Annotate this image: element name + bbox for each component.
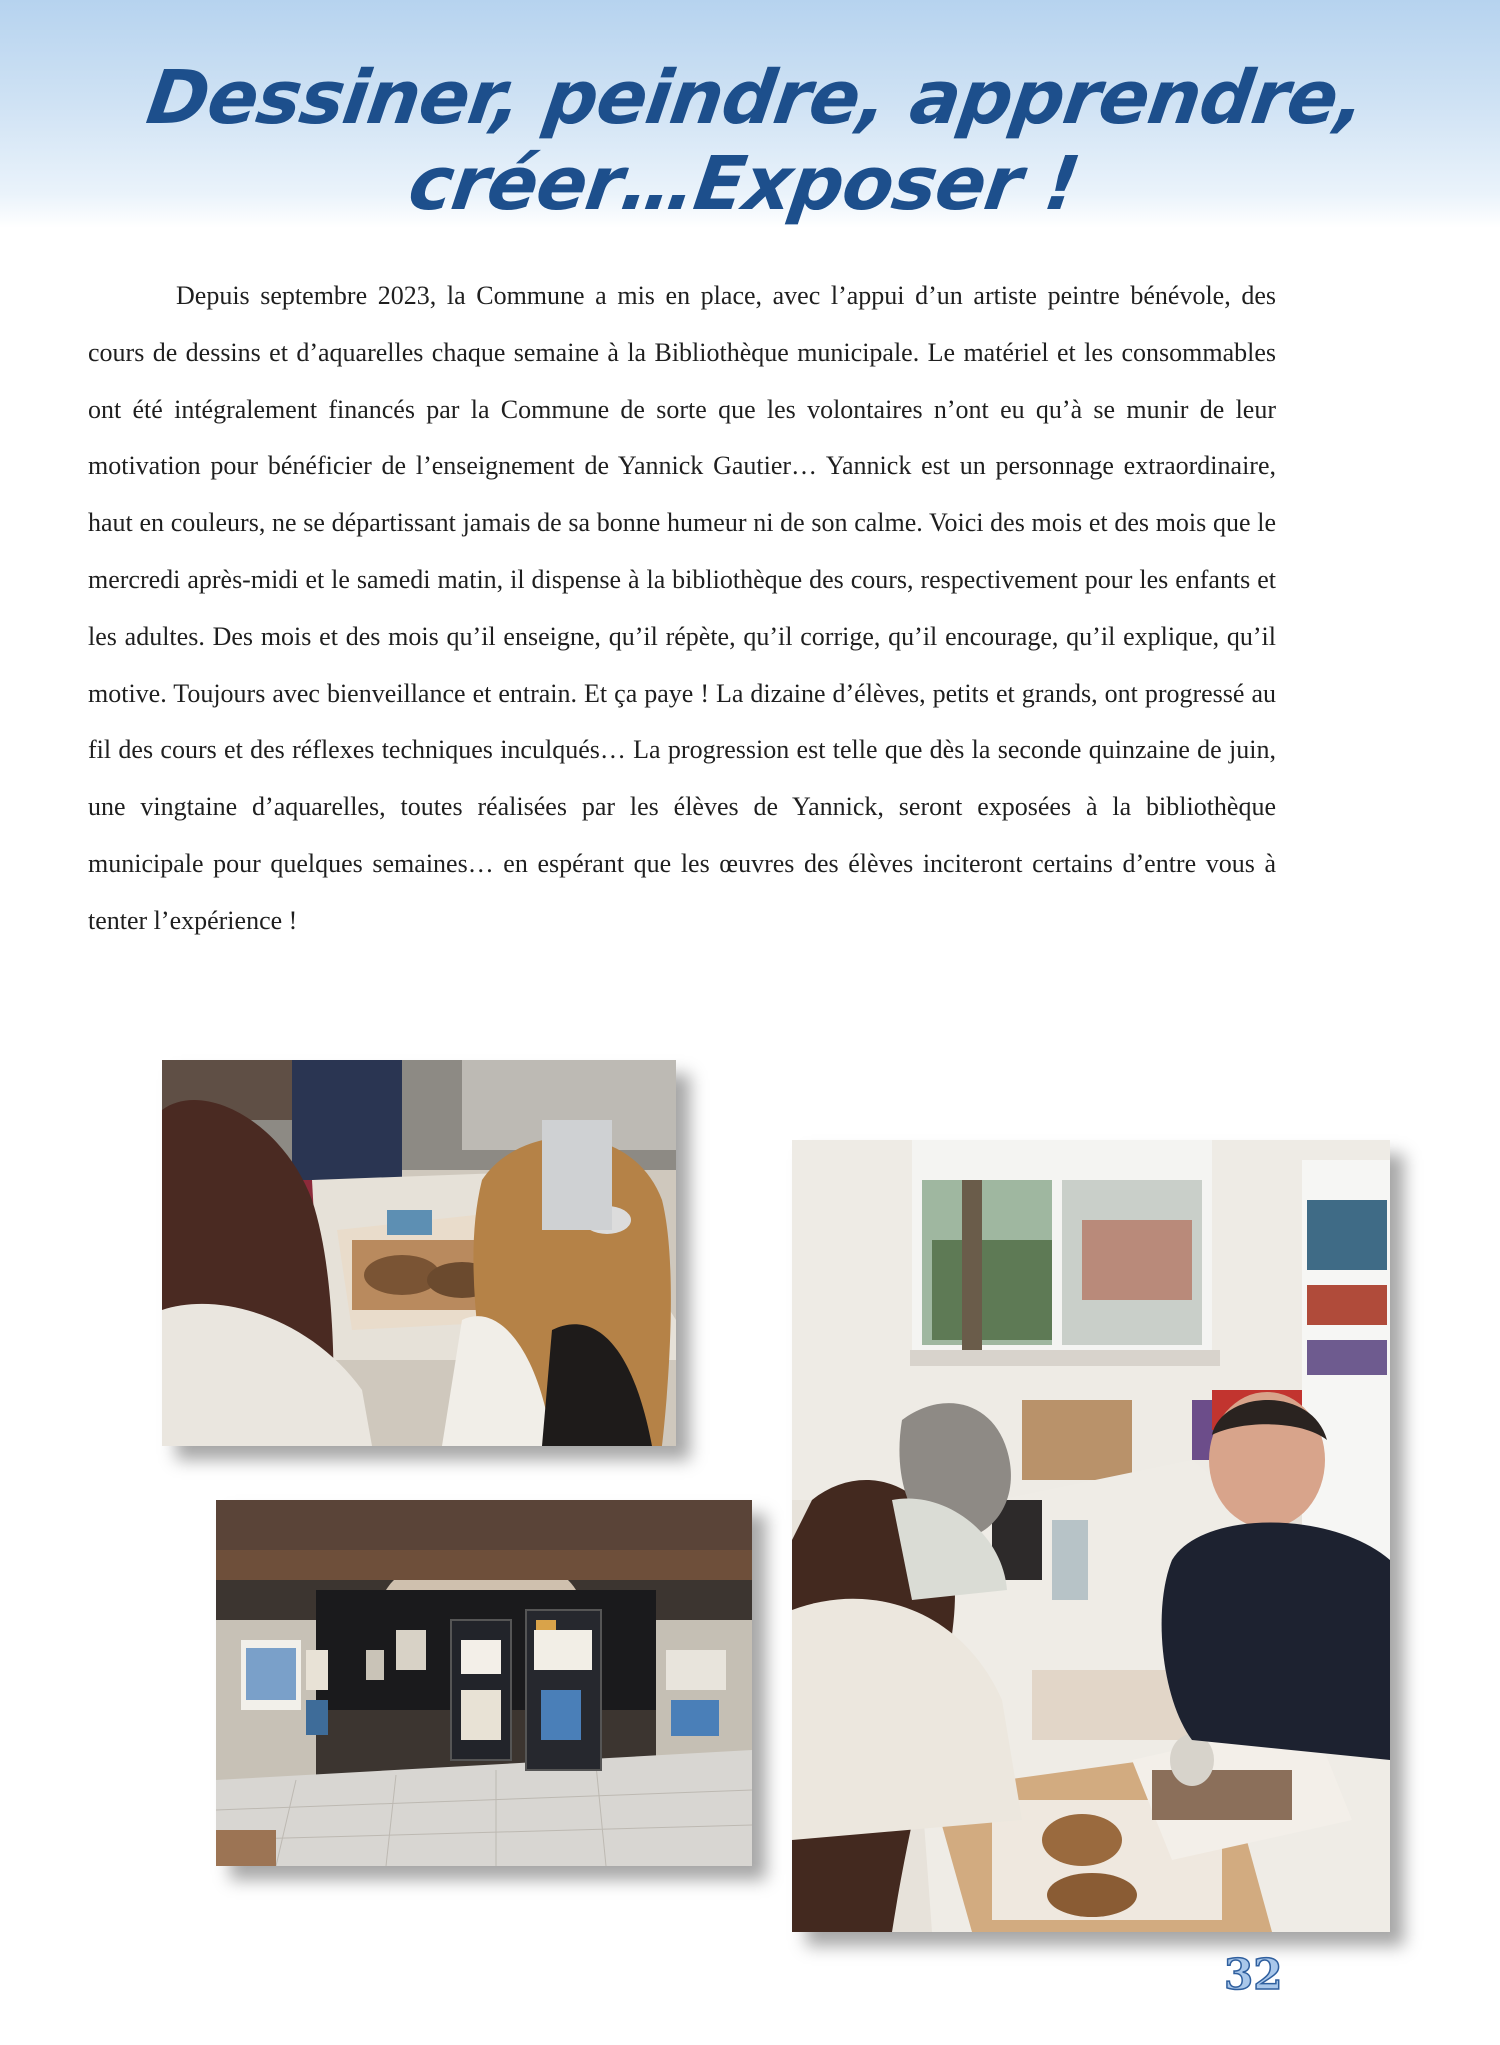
photo-adult-class	[792, 1140, 1390, 1932]
page-number: 32	[1224, 1950, 1283, 1999]
photo-children-painting	[162, 1060, 676, 1446]
article-body: Depuis septembre 2023, la Commune a mis en place, avec l’appui d’un artiste peintre bénévole, des cours de dessins et d’aquarelles chaque semaine à la Bibliothèque municipale. Le matériel et les consommables ont été intégralement financés par la Commune de sorte que les volontaires n’ont eu qu’à se munir de leur motivation pour bénéficier de l’enseignement de Yannick Gautier… Yannick est un personnage extraordinaire, haut en couleurs, ne se départissant jamais de sa bonne humeur ni de son calme. Voici des mois et des mois que le mercredi après-midi et le samedi matin, il dispense à la bibliothèque des cours, respectivement pour les enfants et les adultes. Des mois et des mois qu’il enseigne, qu’il répète, qu’il corrige, qu’il encourage, qu’il explique, qu’il motive. Toujours avec bienveillance et entrain. Et ça paye ! La dizaine d’élèves, petits et grands, ont progressé au fil des cours et des réflexes techniques inculqués… La progression est telle que dès la seconde quinzaine de juin, une vingtaine d’aquarelles, toutes réalisées par les élèves de Yannick, seront exposées à la bibliothèque municipale pour quelques semaines… en espérant que les œuvres des élèves inciteront certains d’entre vous à tenter l’expérience !	[88, 281, 1276, 935]
page-title: Dessiner, peindre, apprendre, créer…Exposer !	[141, 55, 1371, 227]
photo-exhibition-hall	[216, 1500, 752, 1866]
